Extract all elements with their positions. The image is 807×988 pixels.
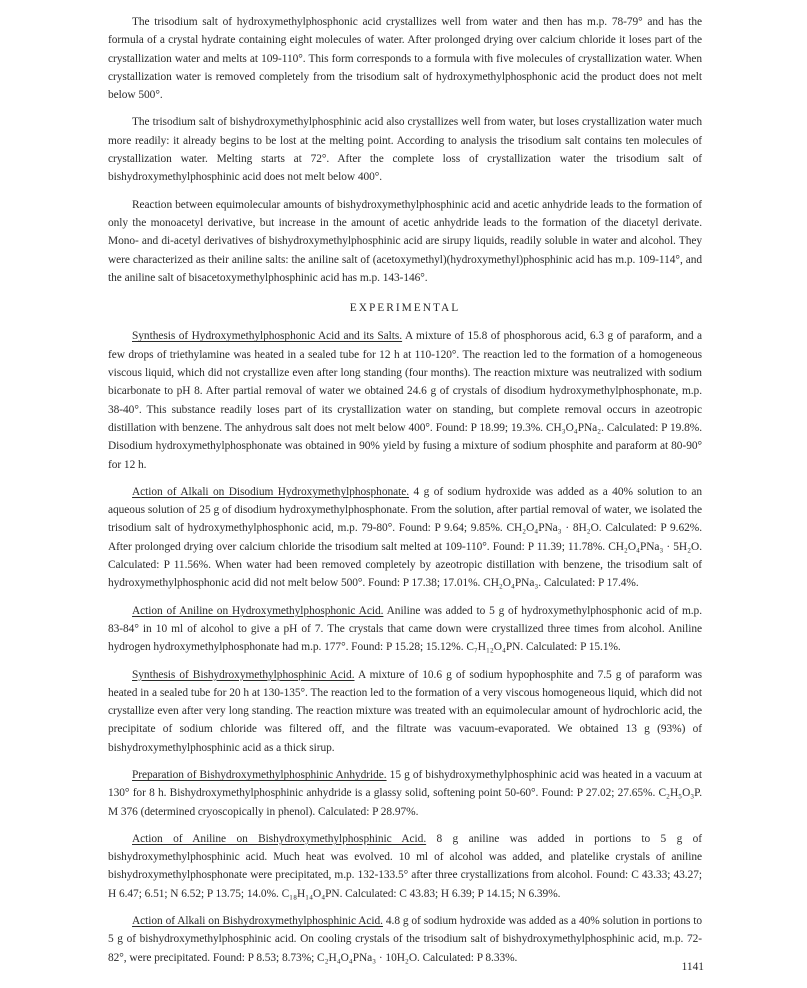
subsection-text: 8 g aniline was added in portions to 5 g of bishydroxymethylphosphinic acid. Much heat was evolved. 10 ml of alcohol was added, and platelike crystals of aniline bishydroxymethylphosphonate were precipitated, m.p. 132-133.5° after three crystallizations from alcohol. Found: C 43.33; 43.27; H 6.47; 6.51; N 6.52; P 13.75; 14.0%. C₁₈H₁₄O₄PN. Calculated: C 43.83; H 6.39; P 14.15; N 6.39%. (108, 832, 703, 900)
subsection-title: Action of Aniline on Hydroxymethylphosphonic Acid. (132, 604, 384, 617)
section-heading-experimental: EXPERIMENTAL (349, 302, 461, 315)
intro-paragraph-2: The trisodium salt of bishydroxymethylphosphinic acid also crystallizes well from water, but loses crystallization water much more readily: it already begins to be lost at the melting point. According to analysis the trisodium salt contains ten molecules of crystallization water. Melting starts at 72°. After the complete loss of crystallization water the trisodium salt of bishydroxymethylphosphinic acid does not melt below 400°. (108, 116, 702, 184)
page-number: 1141 (681, 961, 704, 973)
page-body (108, 0, 702, 976)
intro-paragraph-1: The trisodium salt of hydroxymethylphosphonic acid crystallizes well from water and then has m.p. 78-79° and has the formula of a crystal hydrate containing eight molecules of water. After prolonged drying over calcium chloride it loses part of the crystallization water and melts at 109-110°. This form corresponds to a formula with five molecules of crystallization water. When crystallization water is removed completely from the trisodium salt of hydroxymethylphosphonic acid the product does not melt below 500°. (108, 16, 702, 102)
subsection-title: Synthesis of Hydroxymethylphosphonic Acid and its Salts. (132, 330, 403, 343)
experimental-paragraph-3 (108, 602, 702, 657)
experimental-paragraph-4 (108, 666, 702, 757)
subsection-title: Action of Alkali on Bishydroxymethylphosphinic Acid. (132, 915, 383, 928)
subsection-title: Action of Aniline on Bishydroxymethylphosphinic Acid. (132, 832, 427, 845)
experimental-paragraph-5 (108, 766, 702, 821)
experimental-paragraph-1 (108, 327, 702, 473)
subsection-text: Aniline was added to 5 g of hydroxymethylphosphonic acid of m.p. 83-84° in 10 ml of alcohol to give a pH of 7. The crystals that came down were crystallized three times from alcohol. Aniline hydrogen hydroxymethylphosphonate had m.p. 177°. Found: P 15.28; 15.12%. C₇H₁₂O₄PN. Calculated: P 15.1%. (108, 604, 702, 654)
experimental-paragraph-2 (108, 483, 702, 593)
subsection-title: Synthesis of Bishydroxymethylphosphinic Acid. (132, 668, 355, 681)
subsection-text: 15 g of bishydroxymethylphosphinic acid was heated in a vacuum at 130° for 8 h. Bishydroxymethylphosphinic anhydride is a glassy solid, softening point 50-60°. Found: P 27.02; 27.65%. C₂H₅O₃P. M 376 (determined cryoscopically in phenol). Calculated: P 28.97%. (108, 768, 703, 818)
subsection-text: 4.8 g of sodium hydroxide was added as a 40% solution in portions to 5 g of bishydroxymethylphosphinic acid. On cooling crystals of the trisodium salt of bishydroxymethylphosphinic acid, m.p. 72-82°, were precipitated. Found: P 8.53; 8.73%; C₂H₄O₄PNa₃ · 10H₂O. Calculated: P 8.33%. (108, 915, 703, 964)
subsection-text: A mixture of 10.6 g of sodium hypophosphite and 7.5 g of paraform was heated in a sealed tube for 20 h at 130-135°. The reaction led to the formation of a very viscous homogeneous liquid, which did not crystallize even after very long standing. The reaction mixture was treated with an equimolecular amount of hydrochloric acid, the precipitate of sodium chloride was filtered off, and the filtrate was vacuum-evaporated. We obtained 13 g (93%) of bishydroxymethylphosphinic acid as a thick sirup. (108, 668, 702, 754)
experimental-paragraph-7 (108, 912, 702, 967)
subsection-title: Preparation of Bishydroxymethylphosphinic Anhydride. (132, 768, 387, 781)
subsection-text: 4 g of sodium hydroxide was added as a 40% solution to an aqueous solution of 25 g of disodium hydroxymethylphosphonate. From the solution, after partial removal of water, we isolated the trisodium salt of hydroxymethylphosphonic acid, m.p. 79-80°. Found: P 9.64; 9.85%. CH₂O₄PNa₃ · 8H₂O. Calculated: P 9.62%. After prolonged drying over calcium chloride the trisodium salt melted at 109-110°. Found: P 11.39; 11.78%. CH₂O₄PNa₃ · 5H₂O. Calculated: P 11.56%. When water had been removed completely by azeotropic distillation with benzene, the trisodium salt of hydroxymethylphosphonic acid did not melt below 500°. Found: P 17.38; 17.01%. CH₂O₄PNa₃. Calculated: P 17.4%. (108, 485, 702, 590)
intro-paragraph-3: Reaction between equimolecular amounts of bishydroxymethylphosphinic acid and acetic anhydride leads to the formation of only the monoacetyl derivative, but increase in the amount of acetic anhydride leads to the formation of the diacetyl derivate. Mono- and di-acetyl derivatives of bishydroxymethylphosphinic acid are sirupy liquids, readily soluble in water and alcohol. They were characterized as their aniline salts: the aniline salt of (acetoxymethyl)(hydroxymethyl)phosphinic acid has m.p. 109-114°, and the aniline salt of bisacetoxymethylphosphinic acid has m.p. 143-146°. (108, 198, 702, 284)
subsection-title: Action of Alkali on Disodium Hydroxymethylphosphonate. (132, 485, 410, 498)
subsection-text: A mixture of 15.8 of phosphorous acid, 6.3 g of paraform, and a few drops of triethylamine was heated in a sealed tube for 12 h at 110-120°. The reaction led to the formation of a homogeneous viscous liquid, which did not crystallize even after long standing (four months). The reaction mixture was neutralized with sodium bicarbonate to pH 8. After partial removal of water we obtained 24.6 g of crystals of disodium hydroxymethylphosphonate, m.p. 38-40°. This substance readily loses part of its crystallization water on standing, but complete removal occurs in azeotropic distillation with benzene. The anhydrous salt does not melt below 400°. Found: P 18.99; 19.3%. CH₃O₄PNa₂. Calculated: P 19.8%. Disodium hydroxymethylphosphonate was obtained in 90% yield by fusing a mixture of sodium phosphite and paraform at 80-90° for 12 h. (108, 330, 703, 471)
experimental-paragraph-6 (108, 830, 702, 903)
